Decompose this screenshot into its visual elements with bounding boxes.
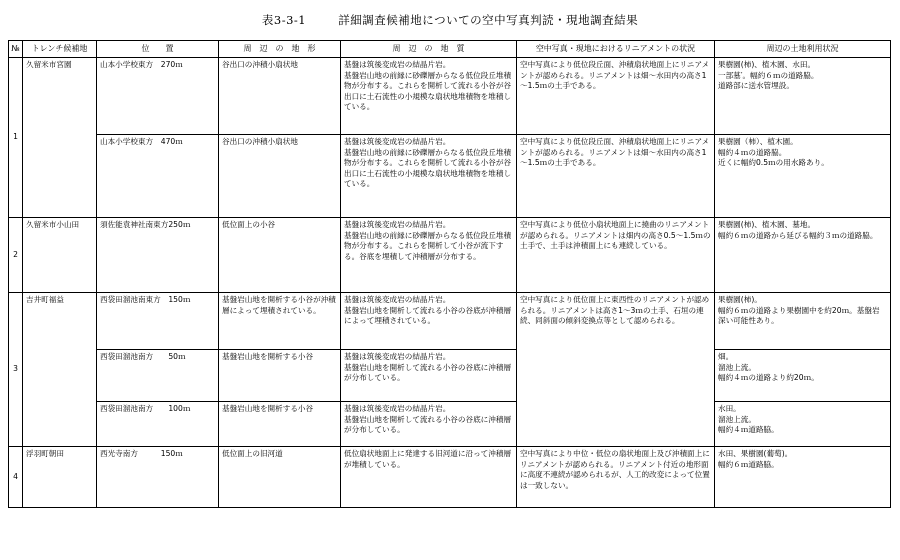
row-number: 1 xyxy=(9,58,23,218)
terrain-cell: 基盤岩山地を開析する小谷 xyxy=(219,350,341,402)
lineament-cell: 空中写真により低位段丘面、沖積扇状地面上にリニアメントが認められる。リニアメントは畑～水田内の高さ1～1.5ｍの土手である。 xyxy=(517,135,715,218)
table-title xyxy=(0,12,900,28)
lineament-cell: 空中写真により低位段丘面、沖積扇状地面上にリニアメントが認められる。リニアメントは畑～水田内の高さ1～1.5ｍの土手である。 xyxy=(517,58,715,135)
landuse-cell: 果樹園（柿）、植木園。 幅約４ｍの道路脇。 近くに幅約0.5ｍの用水路あり。 xyxy=(715,135,891,218)
geology-cell: 基盤は筑後変成岩の結晶片岩。 基盤岩山地の前縁に砂礫層からなる低位段丘堆積物が分布する。これらを開析して流れる小谷が谷出口に土石流性の小規模な扇状地堆積物を堆積している。 xyxy=(341,58,517,135)
position-cell: 須佐能袁神社南東方250ｍ xyxy=(97,218,219,293)
geology-cell: 基盤は筑後変成岩の結晶片岩。 基盤岩山地を開析して流れる小谷の谷底が沖積層によって埋積されている。 xyxy=(341,293,517,350)
position-cell: 山本小学校東方 270ｍ xyxy=(97,58,219,135)
table-row xyxy=(9,135,891,218)
geology-cell: 低位扇状地面上に発達する旧河道に沿って沖積層が堆積している。 xyxy=(341,447,517,508)
terrain-cell: 谷出口の沖積小扇状地 xyxy=(219,135,341,218)
table-row xyxy=(9,350,891,402)
geology-cell: 基盤は筑後変成岩の結晶片岩。 基盤岩山地の前縁に砂礫層からなる低位段丘堆積物が分布する。これらを開析して流れる小谷が谷出口に土石流性の小規模な扇状地堆積物を堆積している。 xyxy=(341,135,517,218)
row-number: 4 xyxy=(9,447,23,508)
lineament-cell: 空中写真により低位面上に東西性のリニアメントが認められる。リニアメントは高さ1～3ｍの土手、石垣の連続、同斜面の傾斜変換点等として認められる。 xyxy=(517,293,715,447)
header-no: № xyxy=(9,41,23,58)
landuse-cell: 水田、果樹園(葡萄)。 幅約６ｍ道路脇。 xyxy=(715,447,891,508)
position-cell: 西光寺南方 150ｍ xyxy=(97,447,219,508)
header-site: トレンチ候補地 xyxy=(23,41,97,58)
terrain-cell: 谷出口の沖積小扇状地 xyxy=(219,58,341,135)
header-position: 位 置 xyxy=(97,41,219,58)
header-lineament: 空中写真・現地におけるリニアメントの状況 xyxy=(517,41,715,58)
table-caption: 詳細調査候補地についての空中写真判読・現地調査結果 xyxy=(338,13,639,27)
landuse-cell: 水田。 溜池上流。 幅約４ｍ道路脇。 xyxy=(715,402,891,447)
row-number: 2 xyxy=(9,218,23,293)
site-name: 久留米市宮園 xyxy=(23,58,97,218)
landuse-cell: 果樹園(柿)、植木園、水田。 一部墓′。幅約６ｍの道路脇。 道路部に送水管埋設。 xyxy=(715,58,891,135)
lineament-cell: 空中写真により中位・低位の扇状地面上及び沖積面上にリニアメントが認められる。リニアメント付近の地形面に高度不連続が認められるが、人工的改変によって位置は一致しない。 xyxy=(517,447,715,508)
position-cell: 西袋田溜池南方 50ｍ xyxy=(97,350,219,402)
header-row xyxy=(9,41,891,58)
geology-cell: 基盤は筑後変成岩の結晶片岩。 基盤岩山地の前縁に砂礫層からなる低位段丘堆積物が分布する。これらを開析して小谷が流下する。谷底を埋積して沖積層が分布する。 xyxy=(341,218,517,293)
header-landuse: 周辺の土地利用状況 xyxy=(715,41,891,58)
table-row xyxy=(9,402,891,447)
landuse-cell: 果樹園(柿)、植木園、墓地。 幅約６ｍの道路から延びる幅約３ｍの道路脇。 xyxy=(715,218,891,293)
terrain-cell: 低位面上の小谷 xyxy=(219,218,341,293)
position-cell: 山本小学校東方 470ｍ xyxy=(97,135,219,218)
table-row xyxy=(9,293,891,350)
position-cell: 西袋田溜池南東方 150ｍ xyxy=(97,293,219,350)
position-cell: 西袋田溜池南方 100ｍ xyxy=(97,402,219,447)
site-name: 久留米市小山田 xyxy=(23,218,97,293)
table-number: 表3-3-1 xyxy=(261,13,307,27)
geology-cell: 基盤は筑後変成岩の結晶片岩。 基盤岩山地を開析して流れる小谷の谷底に沖積層が分布している。 xyxy=(341,402,517,447)
terrain-cell: 低位面上の旧河道 xyxy=(219,447,341,508)
terrain-cell: 基盤岩山地を開析する小谷が沖積層によって埋積されている。 xyxy=(219,293,341,350)
table-row xyxy=(9,58,891,135)
header-geology: 周 辺 の 地 質 xyxy=(341,41,517,58)
geology-cell: 基盤は筑後変成岩の結晶片岩。 基盤岩山地を開析して流れる小谷の谷底に沖積層が分布している。 xyxy=(341,350,517,402)
site-name: 吉井町福益 xyxy=(23,293,97,447)
survey-results-table xyxy=(8,40,891,508)
table-row xyxy=(9,447,891,508)
landuse-cell: 畑。 溜池上流。 幅約４ｍの道路より約20ｍ。 xyxy=(715,350,891,402)
site-name: 浮羽町朝田 xyxy=(23,447,97,508)
lineament-cell: 空中写真により低位小扇状地面上に撓曲のリニアメントが認められる。リニアメントは畑内の高さ0.5～1.5ｍの土手で、土手は沖積面上にも連続している。 xyxy=(517,218,715,293)
terrain-cell: 基盤岩山地を開析する小谷 xyxy=(219,402,341,447)
table-row xyxy=(9,218,891,293)
landuse-cell: 果樹園(柿)。 幅約６ｍの道路より果樹園中を約20ｍ。基盤岩深い可能性あり。 xyxy=(715,293,891,350)
header-terrain: 周 辺 の 地 形 xyxy=(219,41,341,58)
row-number: 3 xyxy=(9,293,23,447)
